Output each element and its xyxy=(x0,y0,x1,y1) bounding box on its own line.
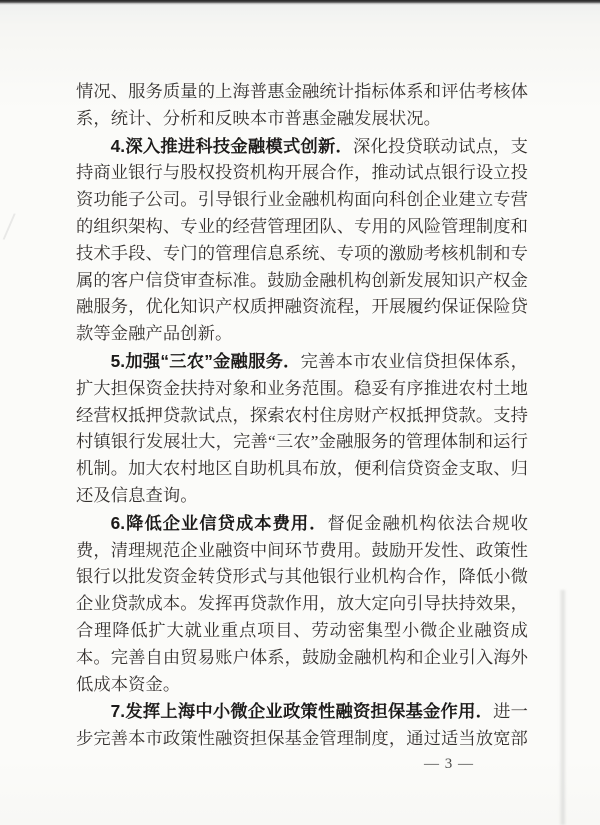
paragraph-heading: 6.降低企业信贷成本费用． xyxy=(110,512,328,533)
document-body xyxy=(76,79,528,753)
paragraph xyxy=(76,133,528,348)
paragraph-text: 完善本市农业信贷担保体系，扩大担保资金扶持对象和业务范围。稳妥有序推进农村土地经营权抵押贷款试点，探索农村住房财产权抵押贷款。支持村镇银行发展壮大，完善“三农”金融服务的管理体制和运行机制。加大农村地区自助机具布放，便利信贷资金支取、归还及信息查询。 xyxy=(76,351,528,505)
paragraph-heading: 5.加强“三农”金融服务． xyxy=(110,350,301,371)
page-number: — 3 — xyxy=(424,756,474,772)
scan-shadow xyxy=(559,590,566,825)
scan-edge-artifact xyxy=(0,0,600,5)
paragraph-heading: 7.发挥上海中小微企业政策性融资担保基金作用． xyxy=(110,701,494,722)
paragraph xyxy=(76,348,528,510)
paragraph xyxy=(76,79,528,133)
paragraph-text: 督促金融机构依法合规收费，清理规范企业融资中间环节费用。鼓励开发性、政策性银行以批发资金转贷形式与其他银行业机构合作，降低小微企业贷款成本。发挥再贷款作用，放大定向引导扶持效果，合理降低扩大就业重点项目、劳动密集型小微企业融资成本。完善自由贸易账户体系，鼓励金融机构和企业引入海外低成本资金。 xyxy=(76,513,528,694)
paragraph xyxy=(76,510,528,699)
paragraph-text: 情况、服务质量的上海普惠金融统计指标体系和评估考核体系，统计、分析和反映本市普惠金融发展状况。 xyxy=(76,82,528,128)
paragraph-heading: 4.深入推进科技金融模式创新． xyxy=(110,135,353,156)
paragraph xyxy=(76,698,528,753)
paragraph-text: 深化投贷联动试点，支持商业银行与股权投资机构开展合作，推动试点银行设立投资功能子公司。引导银行业金融机构面向科创企业建立专营的组织架构、专业的经营管理团队、专用的风险管理制度和技术手段、专门的管理信息系统、专项的激励考核机制和专属的客户信贷审查标准。鼓励金融机构创新发展知识产权金融服务，优化知识产权质押融资流程，开展履约保证保险贷款等金融产品创新。 xyxy=(76,136,528,344)
scan-smudge-mark xyxy=(3,213,25,240)
paragraph-text: 进一步完善本市政策性融资担保基金管理制度，通过适当放宽部 xyxy=(76,702,529,749)
